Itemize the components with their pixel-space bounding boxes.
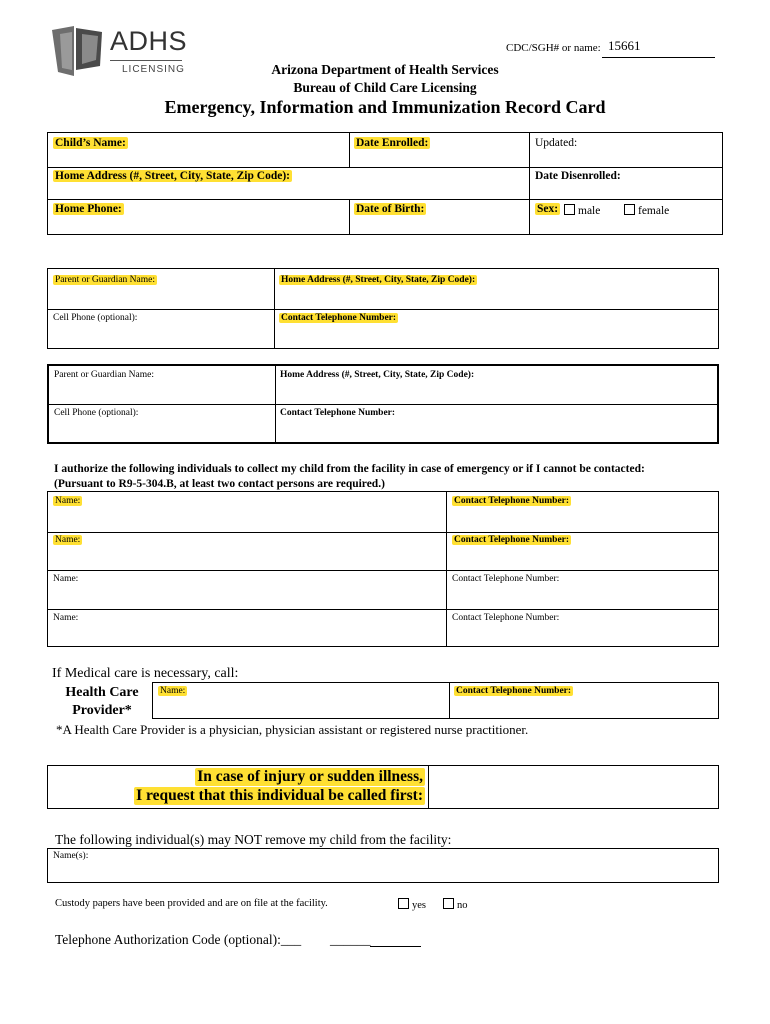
contact2-name-label[interactable]: Name: [55,535,81,545]
male-checkbox[interactable] [564,204,600,217]
guardian2-cell-label[interactable]: Cell Phone (optional): [54,408,139,418]
cdc-value: 15661 [608,38,641,53]
provider-phone-label[interactable]: Contact Telephone Number: [456,686,572,696]
guardian1-address-label[interactable]: Home Address (#, Street, City, State, Zip Code): [281,275,476,285]
telephone-auth-label: Telephone Authorization Code (optional):___ [55,932,302,947]
child-name-label[interactable]: Child’s Name: [55,137,126,149]
provider-name-label[interactable]: Name: [160,686,186,696]
no-label: no [457,900,468,911]
home-phone-label[interactable]: Home Phone: [55,203,122,215]
telephone-auth-field[interactable] [330,932,371,948]
cdc-field[interactable] [506,42,601,54]
not-remove-intro: The following individual(s) may NOT remove my child from the facility: [55,832,452,847]
provider-footnote: *A Health Care Provider is a physician, physician assistant or registered nurse practitioner. [56,722,529,737]
agency-name: Arizona Department of Health Services [271,62,499,77]
contact1-name-label[interactable]: Name: [55,496,81,506]
bureau-name: Bureau of Child Care Licensing [293,80,477,95]
updated-label[interactable]: Updated: [535,137,578,149]
authorize-line1: I authorize the following individuals to collect my child from the facility in case of emergency or if I cannot be contacted: [54,463,645,475]
telephone-auth-value: ______ [330,932,371,947]
names-label: Name(s): [53,851,89,861]
date-of-birth-label[interactable]: Date of Birth: [356,203,425,215]
contact1-phone-label[interactable]: Contact Telephone Number: [454,496,570,506]
female-label: female [638,205,670,217]
guardian2-table [47,364,719,444]
authorize-line2: (Pursuant to R9-5-304.B, at least two contact persons are required.) [54,478,385,490]
provider-line1: Health Care [65,685,139,700]
guardian2-contact-label[interactable]: Contact Telephone Number: [280,408,396,418]
sex-label: Sex: [537,203,559,215]
telephone-auth-underline [370,946,421,947]
authorized-contacts-table [47,491,719,647]
provider-table [152,682,719,719]
guardian2-address-label[interactable]: Home Address (#, Street, City, State, Zip Code): [280,370,475,380]
first-contact-field[interactable] [429,766,719,809]
not-remove-names-field[interactable] [47,848,719,883]
guardian1-name-label[interactable]: Parent or Guardian Name: [55,275,155,285]
guardian1-table [47,268,719,349]
cdc-label: CDC/SGH# or name: [506,42,601,54]
injury-line2: I request that this individual be called first: [136,787,423,804]
page-title: Emergency, Information and Immunization Record Card [164,97,606,117]
custody-text: Custody papers have been provided and are on file at the facility. [55,898,328,909]
guardian2-name-label[interactable]: Parent or Guardian Name: [54,370,154,380]
child-info-table [47,132,723,235]
date-disenrolled-label[interactable]: Date Disenrolled: [535,170,621,182]
cdc-underline [602,57,715,58]
medical-intro: If Medical care is necessary, call: [52,666,239,681]
yes-label: yes [412,900,426,911]
guardian1-contact-label[interactable]: Contact Telephone Number: [281,313,397,323]
contact2-phone-label[interactable]: Contact Telephone Number: [454,535,570,545]
contact4-phone-label[interactable]: Contact Telephone Number: [452,613,560,623]
injury-table [47,765,719,809]
contact3-phone-label[interactable]: Contact Telephone Number: [452,574,560,584]
custody-yes-checkbox[interactable] [398,898,426,911]
logo-name: ADHS [110,26,188,56]
guardian1-cell-label[interactable]: Cell Phone (optional): [53,313,138,323]
custody-no-checkbox[interactable] [443,898,468,911]
contact3-name-label[interactable]: Name: [53,574,79,584]
male-label: male [578,205,601,217]
injury-line1: In case of injury or sudden illness, [197,768,423,785]
date-enrolled-label[interactable]: Date Enrolled: [356,137,429,149]
contact4-name-label[interactable]: Name: [53,613,79,623]
provider-line2: Provider* [72,703,132,718]
female-checkbox[interactable] [624,204,669,217]
logo-sub: LICENSING [122,64,185,75]
provider-label [52,684,152,720]
home-address-label[interactable]: Home Address (#, Street, City, State, Zip Code): [55,170,290,182]
